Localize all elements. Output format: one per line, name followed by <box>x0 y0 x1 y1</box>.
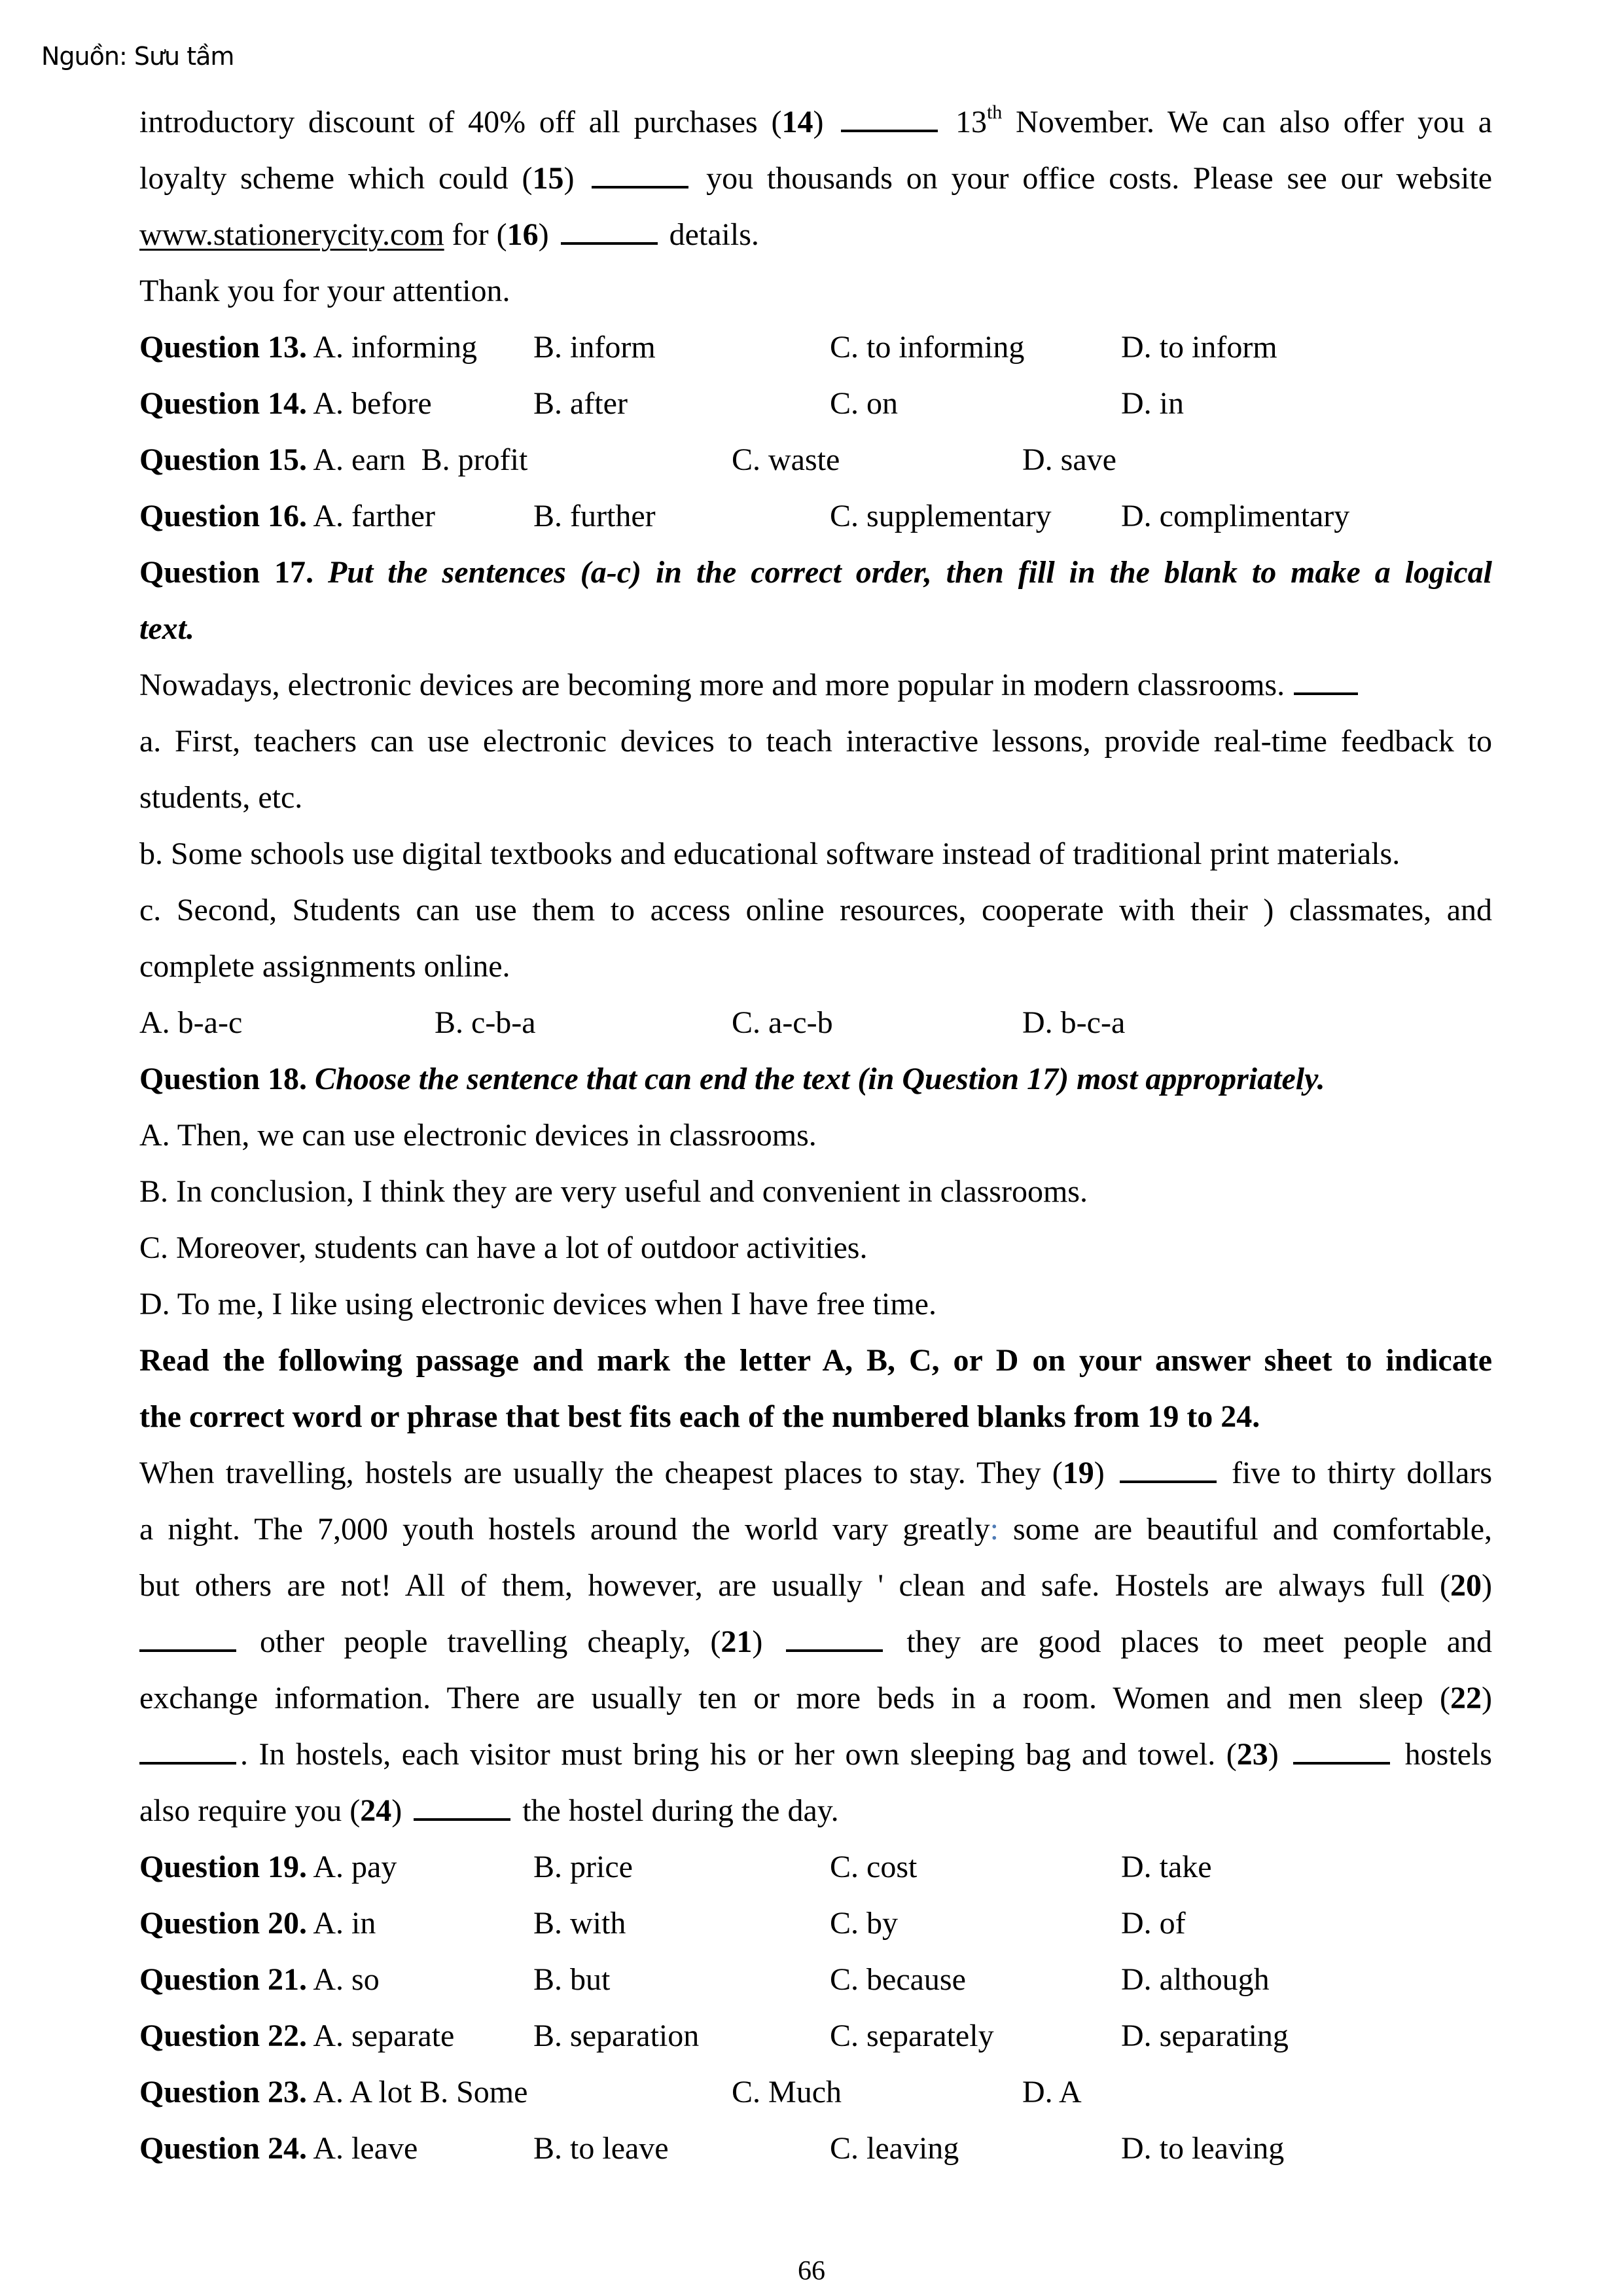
question-stem <box>139 376 432 432</box>
option-d: D. of <box>1121 1906 1186 1941</box>
text: exchange information. There are usually ten or more beds in a room. Women and men sleep ( <box>139 1681 1451 1715</box>
blank-number: 16 <box>507 217 539 252</box>
option-c: C. leaving <box>830 2131 959 2166</box>
passage-line <box>139 1727 1492 1783</box>
option-c: C. to informing <box>830 330 1025 365</box>
intro-sentence <box>139 657 1492 713</box>
reading-instruction: Read the following passage and mark the letter A, B, C, or D on your answer sheet to indicate <box>139 1343 1492 1378</box>
colon: : <box>990 1512 999 1547</box>
text: When travelling, hostels are usually the cheapest places to stay. They ( <box>139 1456 1063 1490</box>
option-b: B. after <box>533 386 628 421</box>
option-b: B. Some <box>419 2075 528 2109</box>
question-stem <box>139 432 527 488</box>
sentence-c: c. Second, Students can use them to access online resources, cooperate with their ) classmates, and <box>139 893 1492 927</box>
option-a: A. b-a-c <box>139 1005 243 1040</box>
text: ) <box>1482 1681 1492 1715</box>
text: 13 <box>942 105 987 139</box>
option-b: B. profit <box>421 442 528 477</box>
blank-number: 21 <box>721 1624 753 1659</box>
question-row <box>139 376 1492 432</box>
question-label: Question 19. <box>139 1850 308 1884</box>
text: five to thirty dollars <box>1220 1456 1493 1490</box>
sentence-b: b. Some schools use digital textbooks and educational software instead of traditional print materials. <box>139 836 1400 871</box>
passage-line <box>139 1445 1492 1501</box>
option-c: C. by <box>830 1906 899 1941</box>
answer-blank <box>592 160 688 188</box>
option-a: A. in <box>313 1906 376 1941</box>
option-b: B. In conclusion, I think they are very useful and convenient in classrooms. <box>139 1174 1088 1209</box>
passage-line <box>139 1783 1492 1839</box>
question-stem <box>139 2064 527 2121</box>
question-row <box>139 432 1492 488</box>
text: but others are not! All of them, however, are usually ' clean and safe. Hostels are always full ( <box>139 1568 1451 1603</box>
text: the hostel during the day. <box>514 1793 839 1828</box>
question-stem <box>139 488 435 545</box>
instruction-text: text. <box>139 611 194 646</box>
option-d: D. in <box>1121 386 1184 421</box>
question-row <box>139 319 1492 376</box>
passage-line <box>139 1670 1492 1727</box>
option-b: B. but <box>533 1962 611 1997</box>
option-d: D. b-c-a <box>1022 1005 1126 1040</box>
text: they are good places to meet people and <box>887 1624 1493 1659</box>
question-18-instruction <box>139 1051 1492 1107</box>
text: ) <box>391 1793 410 1828</box>
text: introductory discount of 40% off all purchases ( <box>139 105 782 139</box>
blank-number: 22 <box>1450 1681 1482 1715</box>
answer-blank <box>1293 1736 1390 1765</box>
option-a: A. A lot <box>313 2075 412 2109</box>
question-label: Question 21. <box>139 1962 308 1997</box>
option-c: C. because <box>830 1962 966 1997</box>
option-d: D. take <box>1121 1850 1212 1884</box>
option-a: A. Then, we can use electronic devices in classrooms. <box>139 1118 817 1153</box>
question-row <box>139 1839 1492 1895</box>
answer-blank <box>786 1623 883 1652</box>
reading-instruction: the correct word or phrase that best fits each of the numbered blanks from 19 to 24. <box>139 1399 1260 1434</box>
option-a: A. leave <box>313 2131 418 2166</box>
question-label: Question 20. <box>139 1906 308 1941</box>
option-a: A. so <box>313 1962 380 1997</box>
option-a: A. farther <box>313 499 435 533</box>
option-c: C. supplementary <box>830 499 1052 533</box>
text: ) <box>1094 1456 1116 1490</box>
text: some are beautiful and comfortable, <box>998 1512 1493 1547</box>
passage-line <box>139 151 1492 207</box>
option-c: C. cost <box>830 1850 918 1884</box>
text: ) <box>1482 1568 1492 1603</box>
text: ) <box>563 161 588 196</box>
text: hostels <box>1394 1737 1492 1772</box>
option-b: B. price <box>533 1850 633 1884</box>
option-b: B. further <box>533 499 656 533</box>
text: ) <box>752 1624 783 1659</box>
option-a: A. earn <box>313 442 406 477</box>
passage-line: Thank you for your attention. <box>139 274 510 308</box>
question-label: Question 18. <box>139 1062 308 1096</box>
question-label: Question 23. <box>139 2075 308 2109</box>
option-d: D. save <box>1022 442 1116 477</box>
page-number: 66 <box>798 2256 825 2286</box>
option-a: A. separate <box>313 2018 455 2053</box>
blank-number: 15 <box>532 161 564 196</box>
text: a night. The 7,000 youth hostels around the world vary greatly <box>139 1512 990 1547</box>
answer-blank <box>841 103 938 132</box>
question-stem <box>139 2008 454 2064</box>
answer-blank <box>139 1623 236 1652</box>
question-row <box>139 2064 1492 2121</box>
passage-line <box>139 1614 1492 1670</box>
text: also require you ( <box>139 1793 361 1828</box>
answer-blank <box>1294 666 1358 695</box>
passage-line <box>139 1501 1492 1558</box>
blank-number: 23 <box>1236 1737 1268 1772</box>
text: loyalty scheme which could ( <box>139 161 533 196</box>
option-b: B. with <box>533 1906 626 1941</box>
document-body <box>139 94 1492 2177</box>
blank-number: 19 <box>1062 1456 1094 1490</box>
option-a: A. before <box>313 386 432 421</box>
sentence-a: a. First, teachers can use electronic devices to teach interactive lessons, provide real-time feedback to <box>139 724 1492 759</box>
passage-line <box>139 207 1492 263</box>
question-stem <box>139 2121 418 2177</box>
text: November. We can also offer you a <box>1002 105 1493 139</box>
question-stem <box>139 319 477 376</box>
text: for ( <box>444 217 507 252</box>
text: . In hostels, each visitor must bring his or her own sleeping bag and towel. ( <box>240 1737 1237 1772</box>
text: ) <box>538 217 557 252</box>
question-label: Question 15. <box>139 442 308 477</box>
question-stem <box>139 1952 380 2008</box>
question-stem <box>139 1895 376 1952</box>
question-label: Question 22. <box>139 2018 308 2053</box>
answer-blank <box>1120 1454 1217 1483</box>
source-header: Nguồn: Sưu tầm <box>41 42 234 71</box>
sentence-c-cont: complete assignments online. <box>139 949 510 984</box>
question-stem <box>139 1839 397 1895</box>
website-link[interactable]: www.stationerycity.com <box>139 217 444 252</box>
text: details. <box>661 217 759 252</box>
sentence-a-cont: students, etc. <box>139 780 303 815</box>
question-row <box>139 2008 1492 2064</box>
blank-number: 20 <box>1450 1568 1482 1603</box>
question-label: Question 13. <box>139 330 308 365</box>
blank-number: 24 <box>360 1793 392 1828</box>
option-d: D. separating <box>1121 2018 1289 2053</box>
question-row <box>139 1952 1492 2008</box>
option-d: D. to inform <box>1121 330 1277 365</box>
option-b: B. c-b-a <box>435 1005 536 1040</box>
option-b: B. inform <box>533 330 656 365</box>
answer-blank <box>414 1792 510 1821</box>
option-a: A. informing <box>313 330 478 365</box>
option-a: A. pay <box>313 1850 397 1884</box>
instruction-text: Put the sentences (a-c) in the correct order, then fill in the blank to make a logical <box>327 555 1493 590</box>
option-d: D. complimentary <box>1121 499 1350 533</box>
text: you thousands on your office costs. Please see our website <box>692 161 1493 196</box>
passage-line <box>139 94 1492 151</box>
question-17-instruction <box>139 545 1492 601</box>
text: other people travelling cheaply, ( <box>240 1624 721 1659</box>
text: Nowadays, electronic devices are becoming more and more popular in modern classrooms. <box>139 668 1285 702</box>
question-label: Question 14. <box>139 386 308 421</box>
text: ) <box>813 105 838 139</box>
question-row <box>139 995 1492 1051</box>
blank-number: 14 <box>781 105 813 139</box>
option-b: B. to leave <box>533 2131 669 2166</box>
passage-line <box>139 1558 1492 1614</box>
option-c: C. Moreover, students can have a lot of outdoor activities. <box>139 1230 868 1265</box>
option-c: C. waste <box>732 442 840 477</box>
option-d: D. A <box>1022 2075 1082 2109</box>
question-label: Question 24. <box>139 2131 308 2166</box>
text: ) <box>1268 1737 1290 1772</box>
instruction-text: Choose the sentence that can end the text (in Question 17) most appropriately. <box>315 1062 1325 1096</box>
option-c: C. Much <box>732 2075 842 2109</box>
option-c: C. a-c-b <box>732 1005 833 1040</box>
question-row <box>139 1895 1492 1952</box>
option-c: C. separately <box>830 2018 994 2053</box>
question-row <box>139 488 1492 545</box>
question-label: Question 16. <box>139 499 308 533</box>
option-d: D. To me, I like using electronic devices when I have free time. <box>139 1287 936 1321</box>
answer-blank <box>561 216 658 245</box>
option-d: D. to leaving <box>1121 2131 1285 2166</box>
option-c: C. on <box>830 386 899 421</box>
question-label: Question 17. <box>139 555 313 590</box>
question-row <box>139 2121 1492 2177</box>
ordinal-suffix: th <box>986 101 1003 123</box>
option-d: D. although <box>1121 1962 1270 1997</box>
option-b: B. separation <box>533 2018 700 2053</box>
answer-blank <box>139 1736 236 1765</box>
